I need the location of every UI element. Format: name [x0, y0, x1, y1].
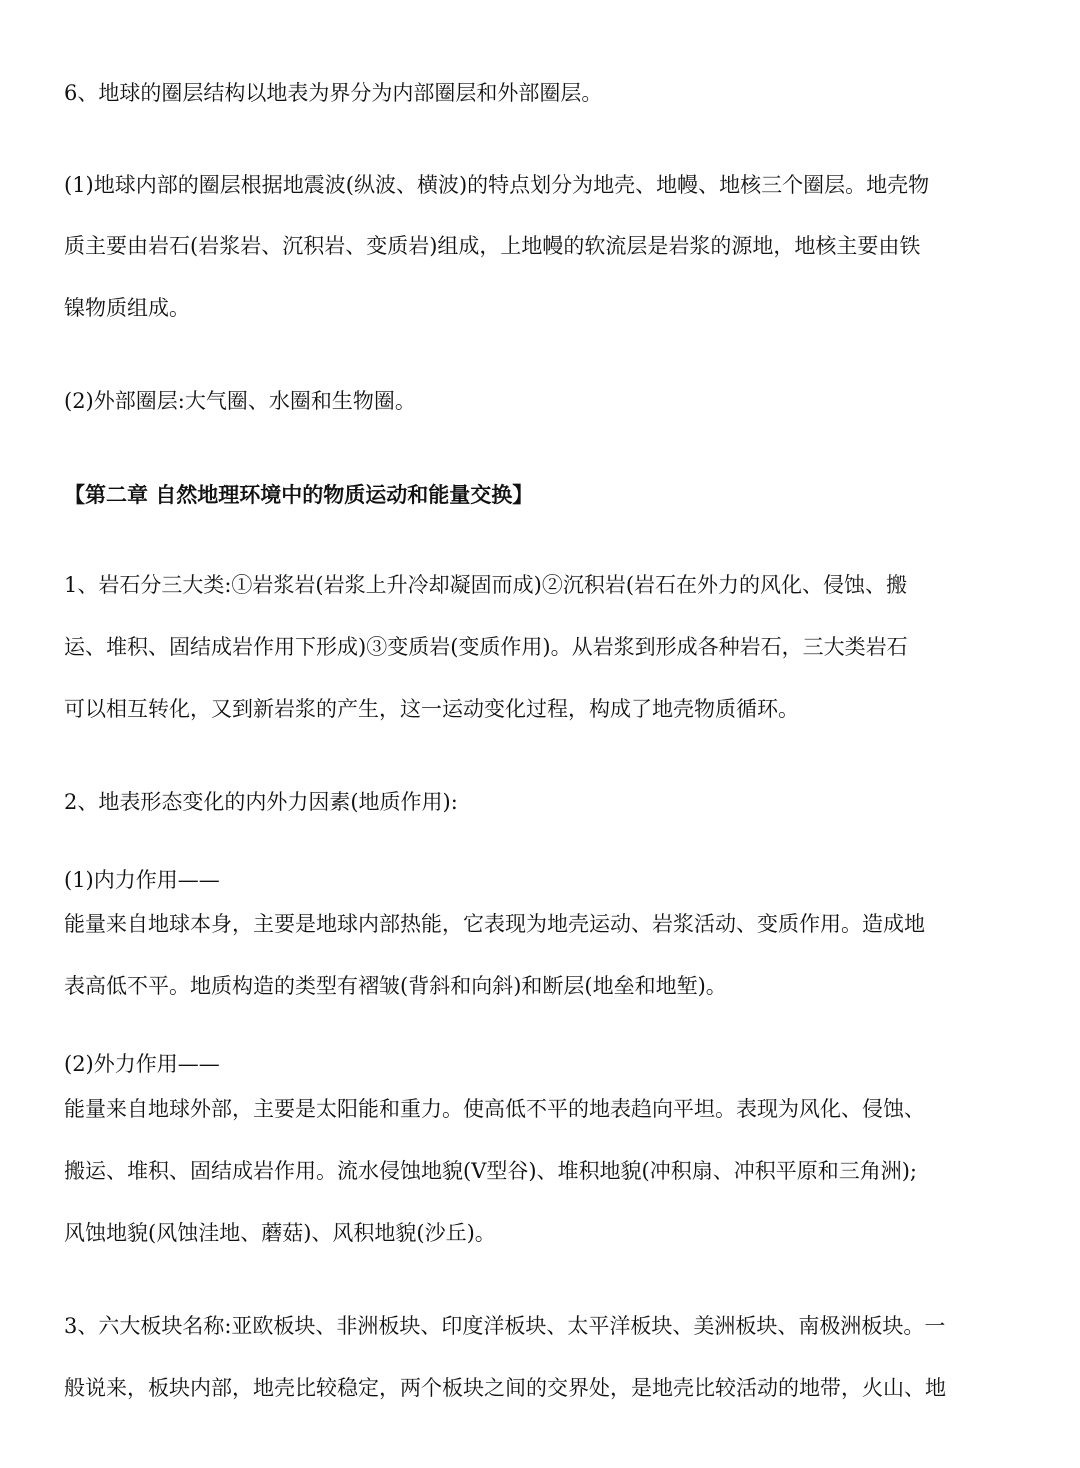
section-6-heading: 6、地球的圈层结构以地表为界分为内部圈层和外部圈层。: [64, 81, 603, 105]
paragraph-internal-layers-line-1: (1)地球内部的圈层根据地震波(纵波、横波)的特点划分为地壳、地幔、地核三个圈层。地壳物: [64, 173, 930, 197]
paragraph-external-force-line-1: 能量来自地球外部，主要是太阳能和重力。使高低不平的地表趋向平坦。表现为风化、侵蚀、: [64, 1097, 925, 1121]
paragraph-plates-line-2: 般说来，板块内部，地壳比较稳定，两个板块之间的交界处，是地壳比较活动的地带，火山、地: [64, 1376, 946, 1400]
chapter-2-heading: 【第二章 自然地理环境中的物质运动和能量交换】: [64, 482, 534, 507]
paragraph-internal-force-line-2: 表高低不平。地质构造的类型有褶皱(背斜和向斜)和断层(地垒和地堑)。: [64, 974, 727, 998]
paragraph-external-force-line-3: 风蚀地貌(风蚀洼地、蘑菇)、风积地貌(沙丘)。: [64, 1221, 496, 1245]
paragraph-rock-types-line-3: 可以相互转化，又到新岩浆的产生，这一运动变化过程，构成了地壳物质循环。: [64, 697, 799, 721]
paragraph-internal-layers-line-3: 镍物质组成。: [64, 296, 190, 320]
section-2-heading: 2、地表形态变化的内外力因素(地质作用):: [64, 790, 458, 814]
paragraph-plates-line-1: 3、六大板块名称:亚欧板块、非洲板块、印度洋板块、太平洋板块、美洲板块、南极洲板块。一: [64, 1314, 946, 1338]
paragraph-external-force-line-2: 搬运、堆积、固结成岩作用。流水侵蚀地貌(V型谷)、堆积地貌(冲积扇、冲积平原和三角洲);: [64, 1159, 918, 1183]
paragraph-external-layers: (2)外部圈层:大气圈、水圈和生物圈。: [64, 389, 416, 413]
paragraph-internal-layers-line-2: 质主要由岩石(岩浆岩、沉积岩、变质岩)组成，上地幔的软流层是岩浆的源地，地核主要由铁: [64, 234, 921, 258]
paragraph-internal-force-line-1: 能量来自地球本身，主要是地球内部热能，它表现为地壳运动、岩浆活动、变质作用。造成地: [64, 912, 925, 936]
external-force-heading: (2)外力作用——: [64, 1052, 220, 1076]
internal-force-heading: (1)内力作用——: [64, 868, 220, 892]
paragraph-rock-types-line-1: 1、岩石分三大类:①岩浆岩(岩浆上升冷却凝固而成)②沉积岩(岩石在外力的风化、侵蚀、搬: [64, 573, 908, 597]
paragraph-rock-types-line-2: 运、堆积、固结成岩作用下形成)③变质岩(变质作用)。从岩浆到形成各种岩石，三大类岩石: [64, 635, 908, 659]
